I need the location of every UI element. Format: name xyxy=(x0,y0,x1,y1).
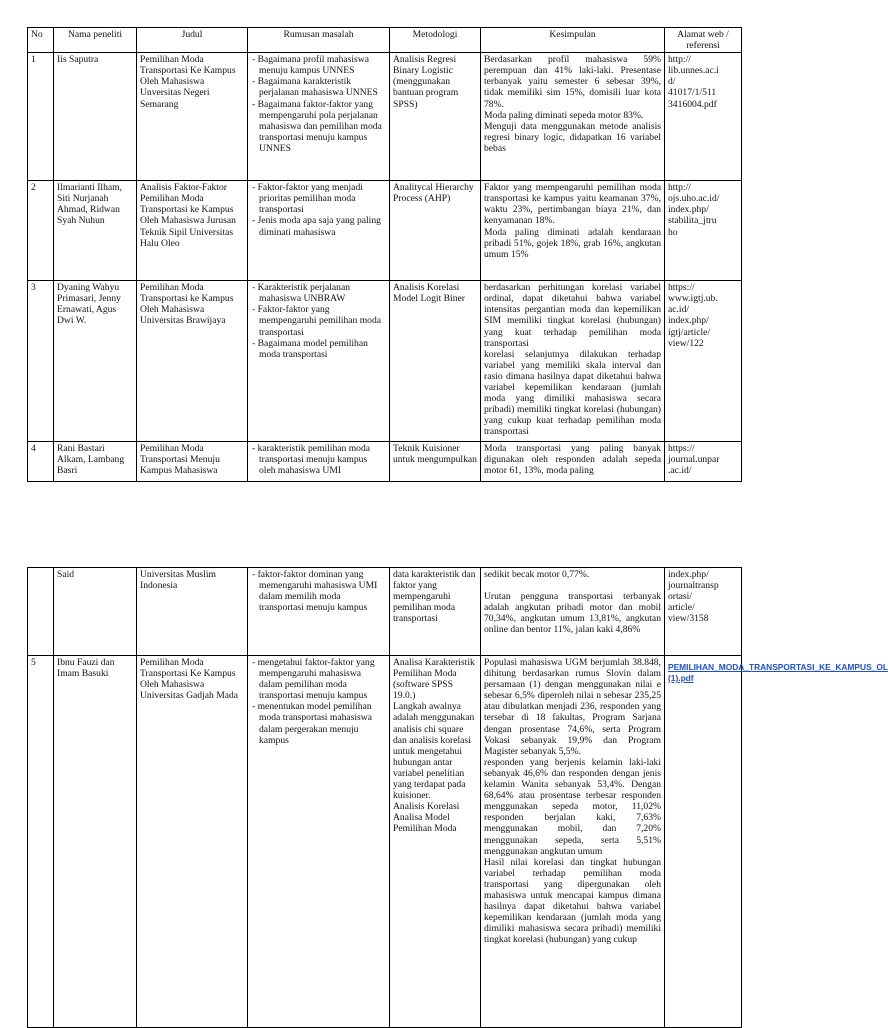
cell-metodologi: Teknik Kuisioner untuk mengumpulkan xyxy=(390,442,481,482)
cell-nama-peneliti: Ibnu Fauzi dan Imam Basuki xyxy=(54,656,137,1028)
table-header-row xyxy=(28,28,742,53)
cell-kesimpulan xyxy=(481,656,665,1028)
cell-judul: Pemilihan Moda Transportasi Menuju Kampus Mahasiswa xyxy=(137,442,248,482)
rumusan-item: - Faktor-faktor yang mempengaruhi pemilihan moda transportasi xyxy=(251,304,386,337)
url-line: www.igtj.ub. xyxy=(668,293,718,305)
rumusan-item: - Bagaimana karakteristik perjalanan mahasiswa UNNES xyxy=(251,76,386,98)
rumusan-item: - Jenis moda apa saja yang paling diminati mahasiswa xyxy=(251,215,386,237)
header-kesimpulan: Kesimpulan xyxy=(481,28,665,53)
cell-judul: Pemilihan Moda Transportasi ke Kampus Oleh Mahasiswa Universitas Brawijaya xyxy=(137,281,248,442)
kesimpulan-paragraph: Moda transportasi yang paling banyak digunakan oleh responden adalah sepeda motor 61, 13%, moda paling xyxy=(484,443,661,477)
cell-rumusan-masalah xyxy=(248,568,390,656)
table-row xyxy=(28,281,742,442)
rumusan-item: - Bagaimana faktor-faktor yang mempengaruhi pola perjalanan mahasiswa dan pemilihan moda transportasi menuju kampus UNNES xyxy=(251,99,386,154)
cell-metodologi: data karakteristik dan faktor yang mempengaruhi pemilihan moda transportasi xyxy=(390,568,481,656)
header-rumusan-masalah: Rumusan masalah xyxy=(248,28,390,53)
table-row xyxy=(28,53,742,181)
rumusan-item: - menentukan model pemilihan moda transportasi mahasiswa dalam pergerakan menuju kampus xyxy=(251,701,386,745)
header-no: No xyxy=(28,28,54,53)
rumusan-item: - faktor-faktor dominan yang memengaruhi mahasiswa UMI dalam memilih moda transportasi menuju kampus xyxy=(251,569,386,613)
url-line: 3416004.pdf xyxy=(668,98,717,110)
cell-no: 3 xyxy=(28,281,54,442)
kesimpulan-paragraph: korelasi selanjutnya dilakukan terhadap variabel yang memiliki skala interval dan rasio dimana hasilnya dapat diketahui bahwa variabel kepemilikan kendaraan (jumlah moda yang dimiliki mahasiswa secara pribadi) memiliki tingkat korelasi (hubungan) yang cukup kuat terhadap pemilihan moda transportasi xyxy=(484,348,661,438)
url-line: https:// xyxy=(668,282,695,294)
cell-kesimpulan xyxy=(481,281,665,442)
cell-rumusan-masalah xyxy=(248,181,390,281)
header-metodologi: Metodologi xyxy=(390,28,481,53)
url-line: ac.id/ xyxy=(668,304,690,316)
cell-metodologi: Analisis Korelasi Model Logit Biner xyxy=(390,281,481,442)
cell-no: 5 xyxy=(28,656,54,1028)
cell-metodologi: Analitycal Hierarchy Process (AHP) xyxy=(390,181,481,281)
cell-nama-peneliti: Said xyxy=(54,568,137,656)
kesimpulan-paragraph: responden yang berjenis kelamin laki-laki sebanyak 46,6% dan responden dengan jenis kelamin Wanita sebanyak 53,4%. Dengan 68,64% atau prosentase terbesar responden menggunakan sepeda motor, 11,02% responden berjalan kaki, 7,63% menggunakan mobil, dan 7,20% menggunakan sepeda, serta 5,51% menggunakan angkutan umum xyxy=(484,756,661,857)
research-table-page-2 xyxy=(27,567,888,1028)
url-line: lib.unnes.ac.i xyxy=(668,65,719,77)
cell-kesimpulan xyxy=(481,568,665,656)
table-row xyxy=(28,181,742,281)
cell-nama-peneliti: Ilmarianti Ilham, Siti Nurjanah Ahmad, Ridwan Syah Nuhun xyxy=(54,181,137,281)
url-line: view/3158 xyxy=(668,613,709,625)
header-nama-peneliti: Nama peneliti xyxy=(54,28,137,53)
url-line: index.php/ xyxy=(668,569,709,580)
cell-alamat-web xyxy=(665,656,888,1028)
pdf-link[interactable]: PEMILIHAN_MODA_TRANSPORTASI_KE_KAMPUS_OL (1).pdf xyxy=(668,662,888,684)
kesimpulan-paragraph: Berdasarkan profil mahasiswa 59% perempuan dan 41% laki-laki. Presentase terbanyak yaitu semester 6 sebesar 39%, tidak memiliki sim 15%, domisili luar kota 78%. xyxy=(484,54,661,110)
cell-kesimpulan xyxy=(481,442,665,482)
cell-rumusan-masalah xyxy=(248,53,390,181)
cell-alamat-web xyxy=(665,181,742,281)
url-line: http:// xyxy=(668,54,691,66)
url-line: igtj/article/ xyxy=(668,326,711,338)
url-line: .ac.id/ xyxy=(668,465,692,477)
url-line: d/ xyxy=(668,76,676,88)
cell-judul: Pemilihan Moda Transportasi Ke Kampus Oleh Mahasiswa Universitas Gadjah Mada xyxy=(137,656,248,1028)
kesimpulan-paragraph: Menguji data menggunakan metode analisis regresi binary logic, didapatkan 16 variabel bebas xyxy=(484,120,661,154)
cell-judul: Universitas Muslim Indonesia xyxy=(137,568,248,656)
kesimpulan-paragraph: Moda paling diminati sepeda motor 83%. xyxy=(484,109,644,121)
rumusan-item: - Bagaimana model pemilihan moda transportasi xyxy=(251,338,386,360)
rumusan-item: - karakteristik pemilihan moda transportasi menuju kampus oleh mahasiswa UMI xyxy=(251,443,386,476)
table-row xyxy=(28,442,742,482)
url-line: https:// xyxy=(668,443,695,455)
url-line: ho xyxy=(668,226,678,238)
url-line: index.php/ xyxy=(668,315,709,327)
url-line: journaltransp xyxy=(668,580,719,592)
cell-no: 1 xyxy=(28,53,54,181)
cell-no xyxy=(28,568,54,656)
rumusan-item: - Faktor-faktor yang menjadi prioritas pemilihan moda transportasi xyxy=(251,182,386,215)
header-judul: Judul xyxy=(137,28,248,53)
cell-no: 4 xyxy=(28,442,54,482)
cell-alamat-web xyxy=(665,281,742,442)
research-table-page-1 xyxy=(27,27,742,482)
rumusan-item: - Karakteristik perjalanan mahasiswa UNBRAW xyxy=(251,282,386,304)
kesimpulan-paragraph: Moda paling diminati adalah kendaraan pribadi 51%, gojek 18%, grab 16%, angkutan umum 15% xyxy=(484,226,661,260)
cell-metodologi: Analisa Karakteristik Pemilihan Moda (software SPSS 19.0.) Langkah awalnya adalah menggunakan analisis chi square dan analisis korelasi untuk mengetahui hubungan antar variabel penelitian yang terdapat pada kuisioner. Analisis Korelasi Analisa Model Pemilihan Moda xyxy=(390,656,481,1028)
url-line: journal.unpar xyxy=(668,454,720,466)
cell-judul: Pemilihan Moda Transportasi Ke Kampus Oleh Mahasiswa Unversitas Negeri Semarang xyxy=(137,53,248,181)
cell-alamat-web xyxy=(665,53,742,181)
url-line: article/ xyxy=(668,602,695,614)
kesimpulan-paragraph: Urutan pengguna transportasi terbanyak adalah angkutan pribadi motor dan mobil 70,34%, angkutan umum 13,81%, angkutan online dan bentor 11%, jalan kaki 4,86% xyxy=(484,591,661,636)
cell-nama-peneliti: Rani Bastari Alkam, Lambang Basri xyxy=(54,442,137,482)
url-line: stabilita_jtru xyxy=(668,215,717,227)
url-line: ortasi/ xyxy=(668,591,692,603)
cell-rumusan-masalah xyxy=(248,656,390,1028)
table-row xyxy=(28,656,742,1028)
cell-nama-peneliti: Iis Saputra xyxy=(54,53,137,181)
header-alamat-web: Alamat web / referensi xyxy=(665,28,742,53)
kesimpulan-paragraph: Hasil nilai korelasi dan tingkat hubungan variabel terhadap pemilihan moda transportasi yang dipergunakan oleh mahasiswa untuk mencapai kampus dimana hasilnya dapat diketahui bahwa variabel kepemilikan kendaraan (jumlah moda yang dimiliki mahasiswa secara pribadi) memiliki tingkat korelasi (hubungan) yang cukup xyxy=(484,856,661,946)
url-line: index.php/ xyxy=(668,204,709,216)
cell-rumusan-masalah xyxy=(248,442,390,482)
url-line: ojs.uho.ac.id/ xyxy=(668,193,720,205)
cell-alamat-web xyxy=(665,568,742,656)
cell-rumusan-masalah xyxy=(248,281,390,442)
cell-metodologi: Analisis Regresi Binary Logistic (menggunakan bantuan program SPSS) xyxy=(390,53,481,181)
kesimpulan-paragraph: berdasarkan perhitungan korelasi variabel ordinal, dapat diketahui bahwa variabel intensitas pergantian moda dan kepemilikan SIM memiliki tingkat korelasi (hubungan) yang kuat terhadap pemilihan moda transportasi xyxy=(484,282,661,349)
rumusan-item: - mengetahui faktor-faktor yang mempengaruhi mahasiswa dalam pemilihan moda transportasi menuju kampus xyxy=(251,657,386,701)
cell-nama-peneliti: Dyaning Wahyu Primasari, Jenny Ernawati, Agus Dwi W. xyxy=(54,281,137,442)
kesimpulan-paragraph: Faktor yang mempengaruhi pemilihan moda transportasi ke kampus yaitu keamanan 37%, waktu 23%, pertimbangan biaya 21%, dan kenyamanan 18%. xyxy=(484,182,661,227)
cell-alamat-web xyxy=(665,442,742,482)
url-line: 41017/1/511 xyxy=(668,87,717,99)
table-row xyxy=(28,568,742,656)
cell-no: 2 xyxy=(28,181,54,281)
kesimpulan-paragraph: Populasi mahasiswa UGM berjumlah 38.848, dihitung berdasarkan rumus Slovin dalam persamaan (1) dengan menggunakan nilai e sebesar 6,5% diperoleh nilai n sebesar 235,25 atau dibulatkan menjadi 236, responden yang tersebar di 18 fakultas, Program Sarjana dengan prosentase 74,6%, serta Program Vokasi sebanyak 19,9% dan Program Magister sebanyak 5,5%. xyxy=(484,657,661,757)
kesimpulan-paragraph: sedikit becak motor 0,77%. xyxy=(484,569,590,580)
url-line: http:// xyxy=(668,182,691,194)
rumusan-item: - Bagaimana profil mahasiswa menuju kampus UNNES xyxy=(251,54,386,76)
url-line: view/122 xyxy=(668,337,704,349)
cell-judul: Analisis Faktor-Faktor Pemilihan Moda Transportasi ke Kampus Oleh Mahasiswa Jurusan Teknik Sipil Universitas Halu Oleo xyxy=(137,181,248,281)
cell-kesimpulan xyxy=(481,181,665,281)
cell-kesimpulan xyxy=(481,53,665,181)
